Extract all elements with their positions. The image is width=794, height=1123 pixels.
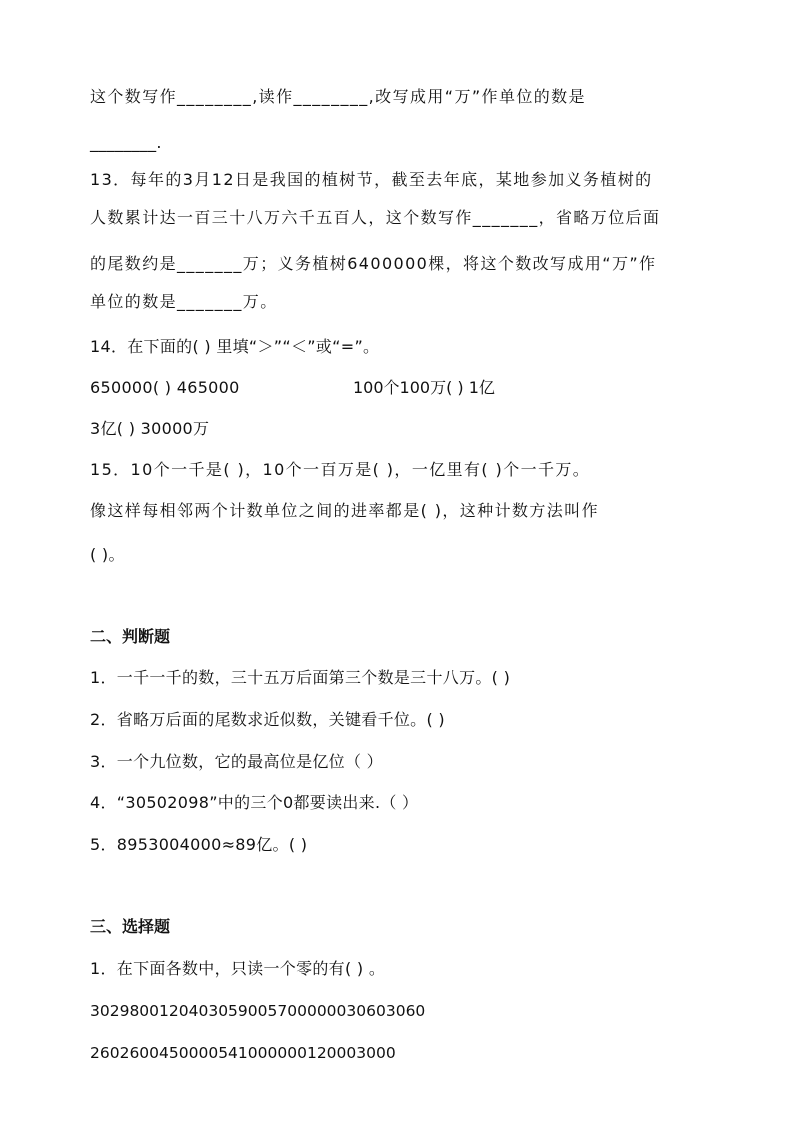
judgement-item: 5．8953004000≈89亿。( ) (90, 835, 308, 854)
choice-question: 1．在下面各数中，只读一个零的有( ) 。 (90, 959, 386, 978)
text-line: ( )。 (90, 545, 125, 564)
judgement-item: 3．一个九位数，它的最高位是亿位（ ） (90, 752, 383, 771)
text-line: 像这样每相邻两个计数单位之间的进率都是( )，这种计数方法叫作 (90, 501, 599, 520)
judgement-item: 4．“30502098”中的三个0都要读出来.（ ） (90, 793, 419, 812)
text-line: 的尾数约是_______万；义务植树6400000棵，将这个数改写成用“万”作 (90, 254, 657, 273)
text-line: 单位的数是_______万。 (90, 292, 278, 311)
judgement-item: 2．省略万后面的尾数求近似数，关键看千位。( ) (90, 710, 445, 729)
number-list: 2602600450000541000000120003000 (90, 1044, 396, 1062)
question-13-line: 13．每年的3月12日是我国的植树节，截至去年底，某地参加义务植树的 (90, 170, 653, 189)
number-list: 30298001204030590057000000306030​60 (90, 1002, 426, 1020)
compare-item: 3亿( ) 30000万 (90, 419, 210, 438)
text-line: 人数累计达一百三十八万六千五百人，这个数写作_______，省略万位后面 (90, 208, 661, 227)
compare-item: 650000( ) 465000 (90, 378, 240, 397)
compare-item: 100个100万( ) 1亿 (353, 378, 495, 397)
question-15-line: 15．10个一千是( )，10个一百万是( )，一亿里有( )个一千万。 (90, 460, 591, 479)
text-line: ________. (90, 133, 162, 152)
judgement-item: 1．一千一千的数，三十五万后面第三个数是三十八万。( ) (90, 668, 511, 687)
section-heading-choice: 三、选择题 (90, 917, 171, 936)
text-line: 这个数写作________,读作________,改写成用“万”作单位的数是 (90, 87, 586, 106)
question-14-line: 14．在下面的( ) 里填“＞”“＜”或“=”。 (90, 337, 380, 356)
section-heading-judgement: 二、判断题 (90, 627, 171, 646)
